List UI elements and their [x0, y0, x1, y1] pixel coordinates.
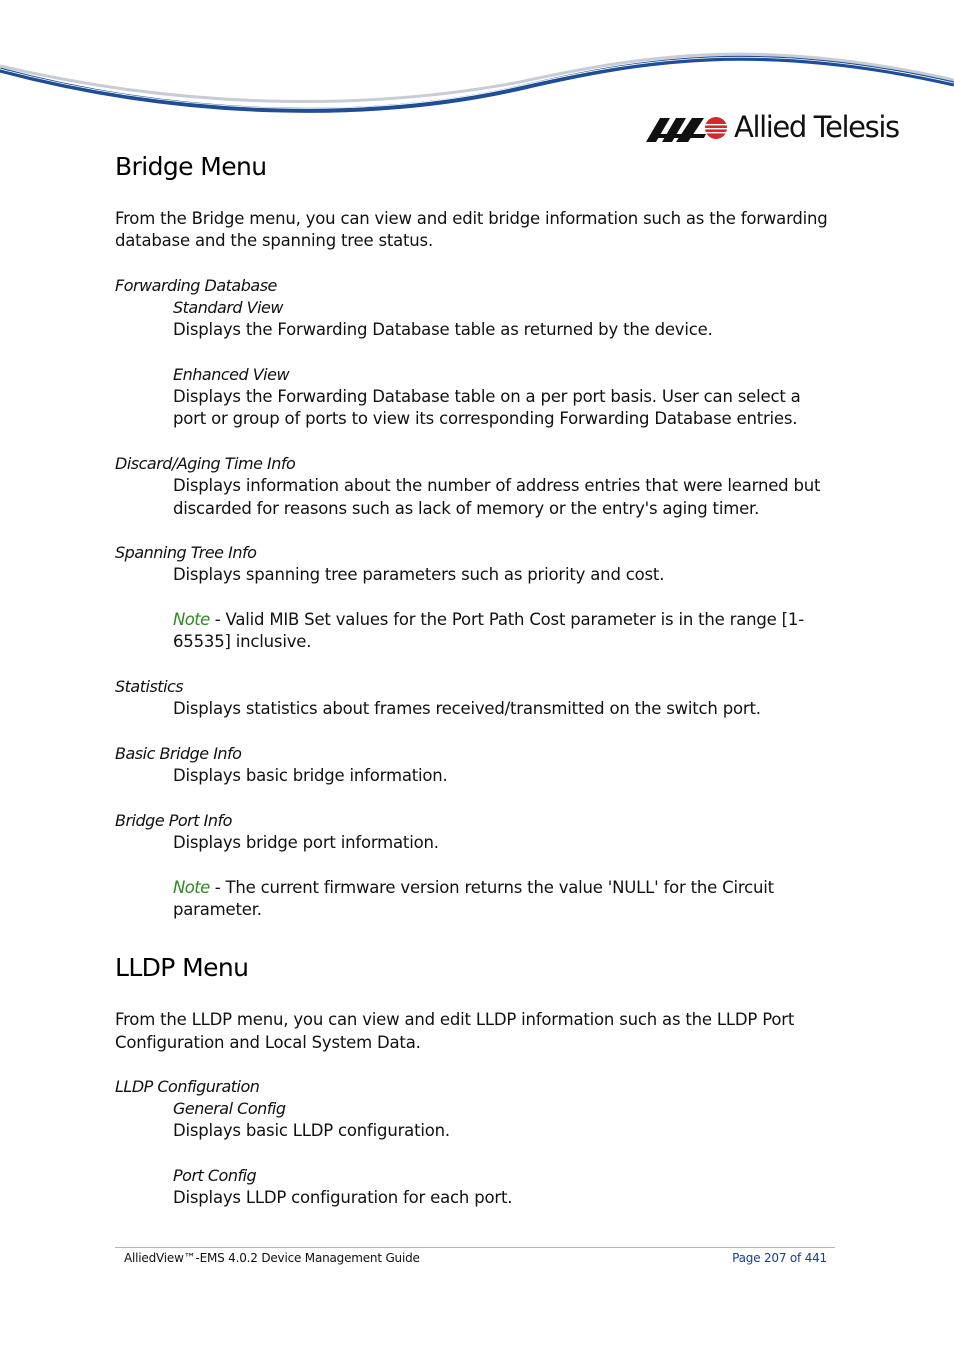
footer-divider	[115, 1247, 835, 1248]
lldp-intro: From the LLDP menu, you can view and edit LLDP information such as the LLDP Port Configuration and Local System Data.	[115, 1010, 795, 1052]
lldp-configuration-term: LLDP Configuration	[115, 1076, 260, 1096]
standard-view-desc: Displays the Forwarding Database table as returned by the device.	[173, 320, 713, 340]
enhanced-view-desc: Displays the Forwarding Database table on a per port basis. User can select a port or group of ports to view its corresponding Forwarding Database entries.	[173, 387, 801, 429]
port-config-desc: Displays LLDP configuration for each port.	[173, 1188, 513, 1208]
logo-text: Allied Telesis	[734, 110, 899, 144]
note-text: - The current firmware version returns the value 'NULL' for the Circuit parameter.	[173, 877, 774, 919]
statistics-desc: Displays statistics about frames received/transmitted on the switch port.	[173, 699, 761, 719]
note-text: - Valid MIB Set values for the Port Path Cost parameter is in the range [1-65535] inclusive.	[173, 610, 804, 652]
footer-document-title: AlliedView™-EMS 4.0.2 Device Management Guide	[124, 1251, 420, 1265]
forwarding-database-term: Forwarding Database	[115, 275, 277, 295]
spanning-tree-desc: Displays spanning tree parameters such as priority and cost.	[173, 565, 665, 585]
allied-telesis-logo	[646, 108, 902, 146]
basic-bridge-desc: Displays basic bridge information.	[173, 766, 448, 786]
note-label: Note	[173, 877, 210, 897]
page-content	[115, 150, 835, 1210]
general-config-desc: Displays basic LLDP configuration.	[173, 1121, 450, 1141]
bridge-port-term: Bridge Port Info	[115, 810, 232, 830]
spanning-tree-term: Spanning Tree Info	[115, 543, 257, 563]
statistics-term: Statistics	[115, 676, 184, 696]
port-config-term: Port Config	[173, 1165, 257, 1185]
standard-view-term: Standard View	[173, 297, 283, 317]
footer-page-number: Page 207 of 441	[732, 1251, 827, 1265]
bridge-menu-heading: Bridge Menu	[115, 152, 267, 181]
discard-aging-desc: Displays information about the number of address entries that were learned but discarded for reasons such as lack of memory or the entry's aging timer.	[173, 476, 821, 518]
basic-bridge-term: Basic Bridge Info	[115, 743, 242, 763]
logo-mark-icon	[646, 112, 728, 146]
bridge-port-desc: Displays bridge port information.	[173, 833, 439, 853]
general-config-term: General Config	[173, 1099, 286, 1119]
spanning-tree-note	[173, 609, 835, 654]
bridge-port-note	[173, 877, 835, 922]
lldp-menu-heading: LLDP Menu	[115, 953, 249, 983]
enhanced-view-term: Enhanced View	[173, 364, 290, 384]
bridge-intro: From the Bridge menu, you can view and edit bridge information such as the forwarding database and the spanning tree status.	[115, 209, 828, 251]
note-label: Note	[173, 610, 210, 630]
swoosh-blue-band	[0, 58, 954, 110]
discard-aging-term: Discard/Aging Time Info	[115, 453, 296, 473]
